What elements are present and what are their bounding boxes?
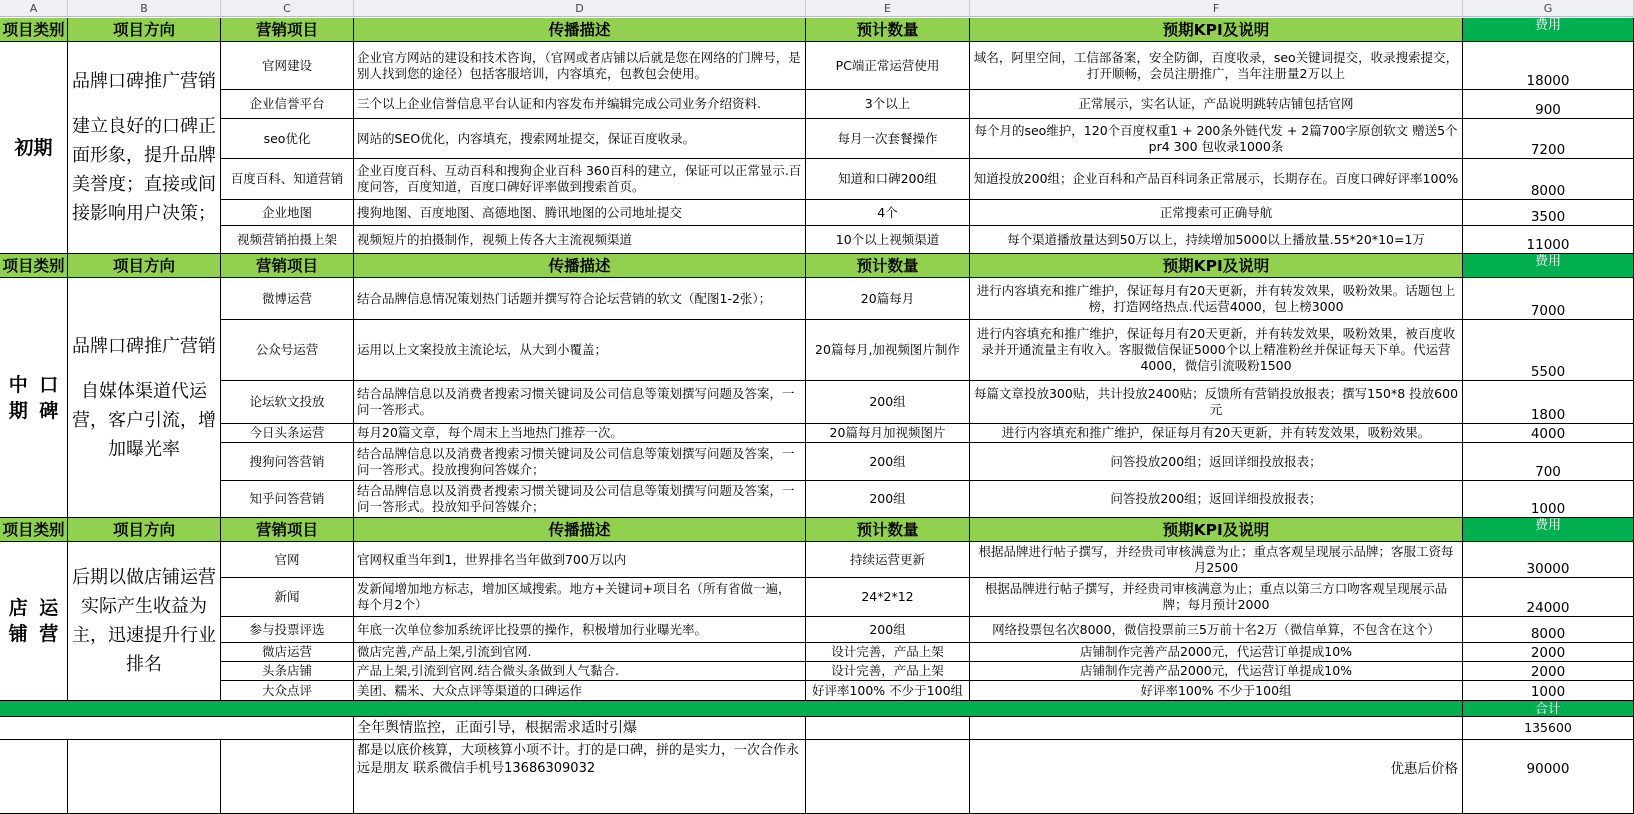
qty-cell[interactable]: 4个	[806, 200, 970, 226]
direction-desc: 建立良好的口碑正面形象，提升品牌美誉度；直接或间接影响用户决策；	[72, 116, 216, 224]
phase-label: 店铺	[8, 597, 28, 645]
kpi-cell[interactable]: 正常搜索可正确导航	[970, 200, 1463, 226]
kpi-cell[interactable]: 进行内容填充和推广维护，保证每月有20天更新，并有转发效果，吸粉效果。话题包上榜，打造网络热点.代运营4000，包上榜3000	[970, 278, 1463, 320]
kpi-cell[interactable]: 每个渠道播放量达到50万以上，持续增加5000以上播放量.55*20*10=1万	[970, 226, 1463, 254]
fee-cell[interactable]: 18000	[1463, 42, 1634, 90]
item-cell[interactable]: 搜狗问答营销	[221, 443, 354, 481]
fee-cell[interactable]: 24000	[1463, 578, 1634, 617]
kpi-cell[interactable]: 好评率100% 不少于100组	[970, 681, 1463, 701]
kpi-cell[interactable]: 域名，阿里空间，工信部备案，安全防御，百度收录，seo关键词提交，收录搜索提交，打开顺畅，会员注册推广，当年注册量2万以上	[970, 42, 1463, 90]
qty-cell[interactable]: 20篇每月	[806, 278, 970, 320]
desc-cell[interactable]: 结合品牌信息以及消费者搜索习惯关键词及公司信息等策划撰写问题及答案，一问一答形式。投放知乎问答媒介；	[354, 481, 806, 518]
column-header-c[interactable]: C	[221, 0, 354, 17]
fee-cell[interactable]: 8000	[1463, 159, 1634, 200]
qty-cell[interactable]: 24*2*12	[806, 578, 970, 617]
qty-cell[interactable]: 200组	[806, 443, 970, 481]
column-header-e[interactable]: E	[806, 0, 970, 17]
item-cell[interactable]: 微博运营	[221, 278, 354, 320]
fee-cell[interactable]: 700	[1463, 443, 1634, 481]
header-desc-1[interactable]: 传播描述	[354, 18, 806, 42]
desc-cell[interactable]: 企业官方网站的建设和技术咨询，（官网或者店铺以后就是您在网络的门牌号，是别人找到您的途径）包括客服培训，内容填充，包教包会使用。	[354, 42, 806, 90]
header-direction-3[interactable]: 项目方向	[68, 518, 221, 542]
column-header-f[interactable]: F	[970, 0, 1463, 17]
header-fee-2[interactable]: 费用	[1463, 254, 1634, 278]
header-qty-1[interactable]: 预计数量	[806, 18, 970, 42]
desc-cell[interactable]: 发新闻增加地方标志，增加区域搜索。地方+关键词+项目名（所有省做一遍，每个月2个）	[354, 578, 806, 617]
kpi-cell[interactable]: 问答投放200组；返回详细投放报表；	[970, 443, 1463, 481]
blank-cell[interactable]	[806, 717, 970, 740]
item-cell[interactable]: 公众号运营	[221, 320, 354, 381]
item-cell[interactable]: seo优化	[221, 119, 354, 159]
qty-cell[interactable]: 设计完善，产品上架	[806, 662, 970, 681]
desc-cell[interactable]: 微店完善,产品上架,引流到官网.	[354, 643, 806, 662]
kpi-cell[interactable]: 根据品牌进行帖子撰写，并经贵司审核满意为止；重点客观呈现展示品牌；客服工资每月2500	[970, 542, 1463, 578]
desc-cell[interactable]: 官网权重当年到1，世界排名当年做到700万以内	[354, 542, 806, 578]
qty-cell[interactable]: 持续运营更新	[806, 542, 970, 578]
note-cell[interactable]: 都是以底价核算，大项核算小项不计。打的是口碑，拼的是实力，一次合作永远是朋友 联系微信手机号13686309032	[354, 740, 806, 814]
phase-cell-3[interactable]	[0, 542, 68, 701]
kpi-cell[interactable]: 问答投放200组；返回详细投放报表；	[970, 481, 1463, 518]
header-direction-2[interactable]: 项目方向	[68, 254, 221, 278]
kpi-cell[interactable]: 每篇文章投放300贴，共计投放2400贴；反馈所有营销投放报表；撰写150*8 投放600元	[970, 381, 1463, 424]
fee-cell[interactable]: 7000	[1463, 278, 1634, 320]
desc-cell[interactable]: 结合品牌信息情况策划热门话题并撰写符合论坛营销的软文（配图1-2张）；	[354, 278, 806, 320]
fee-cell[interactable]: 1000	[1463, 481, 1634, 518]
header-fee-3[interactable]: 费用	[1463, 518, 1634, 542]
kpi-cell[interactable]: 店铺制作完善产品2000元，代运营订单提成10%	[970, 643, 1463, 662]
fee-cell[interactable]: 7200	[1463, 119, 1634, 159]
blank-cell[interactable]	[970, 717, 1463, 740]
header-desc-2[interactable]: 传播描述	[354, 254, 806, 278]
desc-cell[interactable]: 每月20篇文章，每个周末上当地热门推荐一次。	[354, 424, 806, 443]
header-item-3[interactable]: 营销项目	[221, 518, 354, 542]
item-cell[interactable]: 微店运营	[221, 643, 354, 662]
desc-cell[interactable]: 产品上架,引流到官网.结合微头条做到人气黏合.	[354, 662, 806, 681]
phase-label: 运营	[39, 597, 59, 645]
kpi-cell[interactable]: 进行内容填充和推广维护，保证每月有20天更新，并有转发效果，吸粉效果。	[970, 424, 1463, 443]
fee-cell[interactable]: 30000	[1463, 542, 1634, 578]
qty-cell[interactable]: 3个以上	[806, 90, 970, 119]
fee-cell[interactable]: 1800	[1463, 381, 1634, 424]
qty-cell[interactable]: 20篇每月加视频图片	[806, 424, 970, 443]
item-cell[interactable]: 官网建设	[221, 42, 354, 90]
discount-label[interactable]: 优惠后价格	[970, 740, 1463, 814]
discount-value[interactable]: 90000	[1463, 740, 1634, 814]
item-cell[interactable]: 头条店铺	[221, 662, 354, 681]
total-value[interactable]: 135600	[1463, 717, 1634, 740]
direction-cell-1[interactable]	[68, 42, 221, 254]
kpi-cell[interactable]: 正常展示，实名认证，产品说明跳转店铺包括官网	[970, 90, 1463, 119]
fee-cell[interactable]: 11000	[1463, 226, 1634, 254]
desc-cell[interactable]: 企业百度百科、互动百科和搜狗企业百科 360百科的建立，保证可以正常显示.百度问答，百度知道，百度口碑好评率做到搜索首页。	[354, 159, 806, 200]
qty-cell[interactable]: 200组	[806, 617, 970, 643]
header-kpi-2[interactable]: 预期KPI及说明	[970, 254, 1463, 278]
qty-cell[interactable]: 200组	[806, 381, 970, 424]
direction-title: 品牌口碑推广营销	[72, 335, 216, 357]
direction-desc: 自媒体渠道代运营，客户引流，增加曝光率	[72, 380, 216, 460]
column-header-g[interactable]: G	[1463, 0, 1634, 17]
qty-cell[interactable]: 好评率100% 不少于100组	[806, 681, 970, 701]
kpi-cell[interactable]: 网络投票包名次8000，微信投票前三5万前十名2万（微信单算，不包含在这个）	[970, 617, 1463, 643]
column-header-d[interactable]: D	[354, 0, 806, 17]
blank-cell[interactable]	[0, 717, 354, 740]
desc-cell[interactable]: 美团、糯米、大众点评等渠道的口碑运作	[354, 681, 806, 701]
qty-cell[interactable]: 20篇每月,加视频图片制作	[806, 320, 970, 381]
phase-cell-2[interactable]	[0, 278, 68, 518]
fee-cell[interactable]: 8000	[1463, 617, 1634, 643]
header-qty-2[interactable]: 预计数量	[806, 254, 970, 278]
direction-desc: 后期以做店铺运营实际产生收益为主，迅速提升行业排名	[72, 567, 216, 675]
header-item-2[interactable]: 营销项目	[221, 254, 354, 278]
fee-cell[interactable]: 5500	[1463, 320, 1634, 381]
item-cell[interactable]: 新闻	[221, 578, 354, 617]
green-separator	[0, 701, 1463, 717]
kpi-cell[interactable]: 进行内容填充和推广维护，保证每月有20天更新，并有转发效果，吸粉效果，被百度收录并开通流量主有收入。客服微信保证5000个以上精准粉丝并保证每天下单。代运营4000，微信引流吸粉1500	[970, 320, 1463, 381]
phase-label: 初期	[14, 136, 53, 159]
kpi-cell[interactable]: 知道投放200组；企业百科和产品百科词条正常展示，长期存在。百度口碑好评率100%	[970, 159, 1463, 200]
item-cell[interactable]: 论坛软文投放	[221, 381, 354, 424]
column-header-a[interactable]: A	[0, 0, 68, 17]
direction-title: 品牌口碑推广营销	[72, 71, 216, 92]
direction-cell-2[interactable]	[68, 278, 221, 518]
blank-cell[interactable]	[0, 740, 68, 814]
item-cell[interactable]: 官网	[221, 542, 354, 578]
qty-cell[interactable]: 设计完善，产品上架	[806, 643, 970, 662]
fee-cell[interactable]: 1000	[1463, 681, 1634, 701]
item-cell[interactable]: 今日头条运营	[221, 424, 354, 443]
header-fee-1[interactable]: 费用	[1463, 18, 1634, 42]
blank-cell[interactable]	[806, 740, 970, 814]
desc-cell[interactable]: 结合品牌信息以及消费者搜索习惯关键词及公司信息等策划撰写问题及答案，一问一答形式。	[354, 381, 806, 424]
header-kpi-1[interactable]: 预期KPI及说明	[970, 18, 1463, 42]
desc-cell[interactable]: 年底一次单位参加系统评比投票的操作，积极增加行业曝光率。	[354, 617, 806, 643]
monitor-cell[interactable]: 全年舆情监控，正面引导，根据需求适时引爆	[354, 717, 806, 740]
fee-cell[interactable]: 2000	[1463, 662, 1634, 681]
item-cell[interactable]: 视频营销拍摄上架	[221, 226, 354, 254]
column-header-b[interactable]: B	[68, 0, 221, 17]
header-category-1[interactable]: 项目类别	[0, 18, 68, 42]
direction-cell-3[interactable]	[68, 542, 221, 701]
item-cell[interactable]: 知乎问答营销	[221, 481, 354, 518]
fee-cell[interactable]: 4000	[1463, 424, 1634, 443]
item-cell[interactable]: 大众点评	[221, 681, 354, 701]
desc-cell[interactable]: 三个以上企业信誉信息平台认证和内容发布并编辑完成公司业务介绍资料.	[354, 90, 806, 119]
fee-cell[interactable]: 3500	[1463, 200, 1634, 226]
kpi-cell[interactable]: 店铺制作完善产品2000元，代运营订单提成10%	[970, 662, 1463, 681]
fee-cell[interactable]: 2000	[1463, 643, 1634, 662]
desc-cell[interactable]: 搜狗地图、百度地图、高德地图、腾讯地图的公司地址提交	[354, 200, 806, 226]
item-cell[interactable]: 百度百科、知道营销	[221, 159, 354, 200]
header-desc-3[interactable]: 传播描述	[354, 518, 806, 542]
phase-label: 中期	[8, 373, 28, 422]
desc-cell[interactable]: 运用以上文案投放主流论坛，从大到小覆盖；	[354, 320, 806, 381]
phase-label: 口碑	[39, 373, 59, 422]
kpi-cell[interactable]: 每个月的seo维护，120个百度权重1 + 200条外链代发 + 2篇700字原创软文 赠送5个pr4 300 包收录1000条	[970, 119, 1463, 159]
phase-cell-1[interactable]	[0, 42, 68, 254]
item-cell[interactable]: 参与投票评选	[221, 617, 354, 643]
header-item-1[interactable]: 营销项目	[221, 18, 354, 42]
qty-cell[interactable]: 10个以上视频渠道	[806, 226, 970, 254]
desc-cell[interactable]: 结合品牌信息以及消费者搜索习惯关键词及公司信息等策划撰写问题及答案，一问一答形式。投放搜狗问答媒介；	[354, 443, 806, 481]
header-kpi-3[interactable]: 预期KPI及说明	[970, 518, 1463, 542]
total-label[interactable]: 合计	[1463, 701, 1634, 717]
blank-cell[interactable]	[221, 740, 354, 814]
header-category-2[interactable]: 项目类别	[0, 254, 68, 278]
blank-cell[interactable]	[68, 740, 221, 814]
qty-cell[interactable]: 每月一次套餐操作	[806, 119, 970, 159]
header-qty-3[interactable]: 预计数量	[806, 518, 970, 542]
qty-cell[interactable]: PC端正常运营使用	[806, 42, 970, 90]
desc-cell[interactable]: 网站的SEO优化，内容填充，搜索网址提交，保证百度收录。	[354, 119, 806, 159]
qty-cell[interactable]: 知道和口碑200组	[806, 159, 970, 200]
kpi-cell[interactable]: 根据品牌进行帖子撰写，并经贵司审核满意为止；重点以第三方口吻客观呈现展示品牌；每月预计2000	[970, 578, 1463, 617]
item-cell[interactable]: 企业信誉平台	[221, 90, 354, 119]
fee-cell[interactable]: 900	[1463, 90, 1634, 119]
qty-cell[interactable]: 200组	[806, 481, 970, 518]
header-category-3[interactable]: 项目类别	[0, 518, 68, 542]
desc-cell[interactable]: 视频短片的拍摄制作，视频上传各大主流视频渠道	[354, 226, 806, 254]
header-direction-1[interactable]: 项目方向	[68, 18, 221, 42]
item-cell[interactable]: 企业地图	[221, 200, 354, 226]
